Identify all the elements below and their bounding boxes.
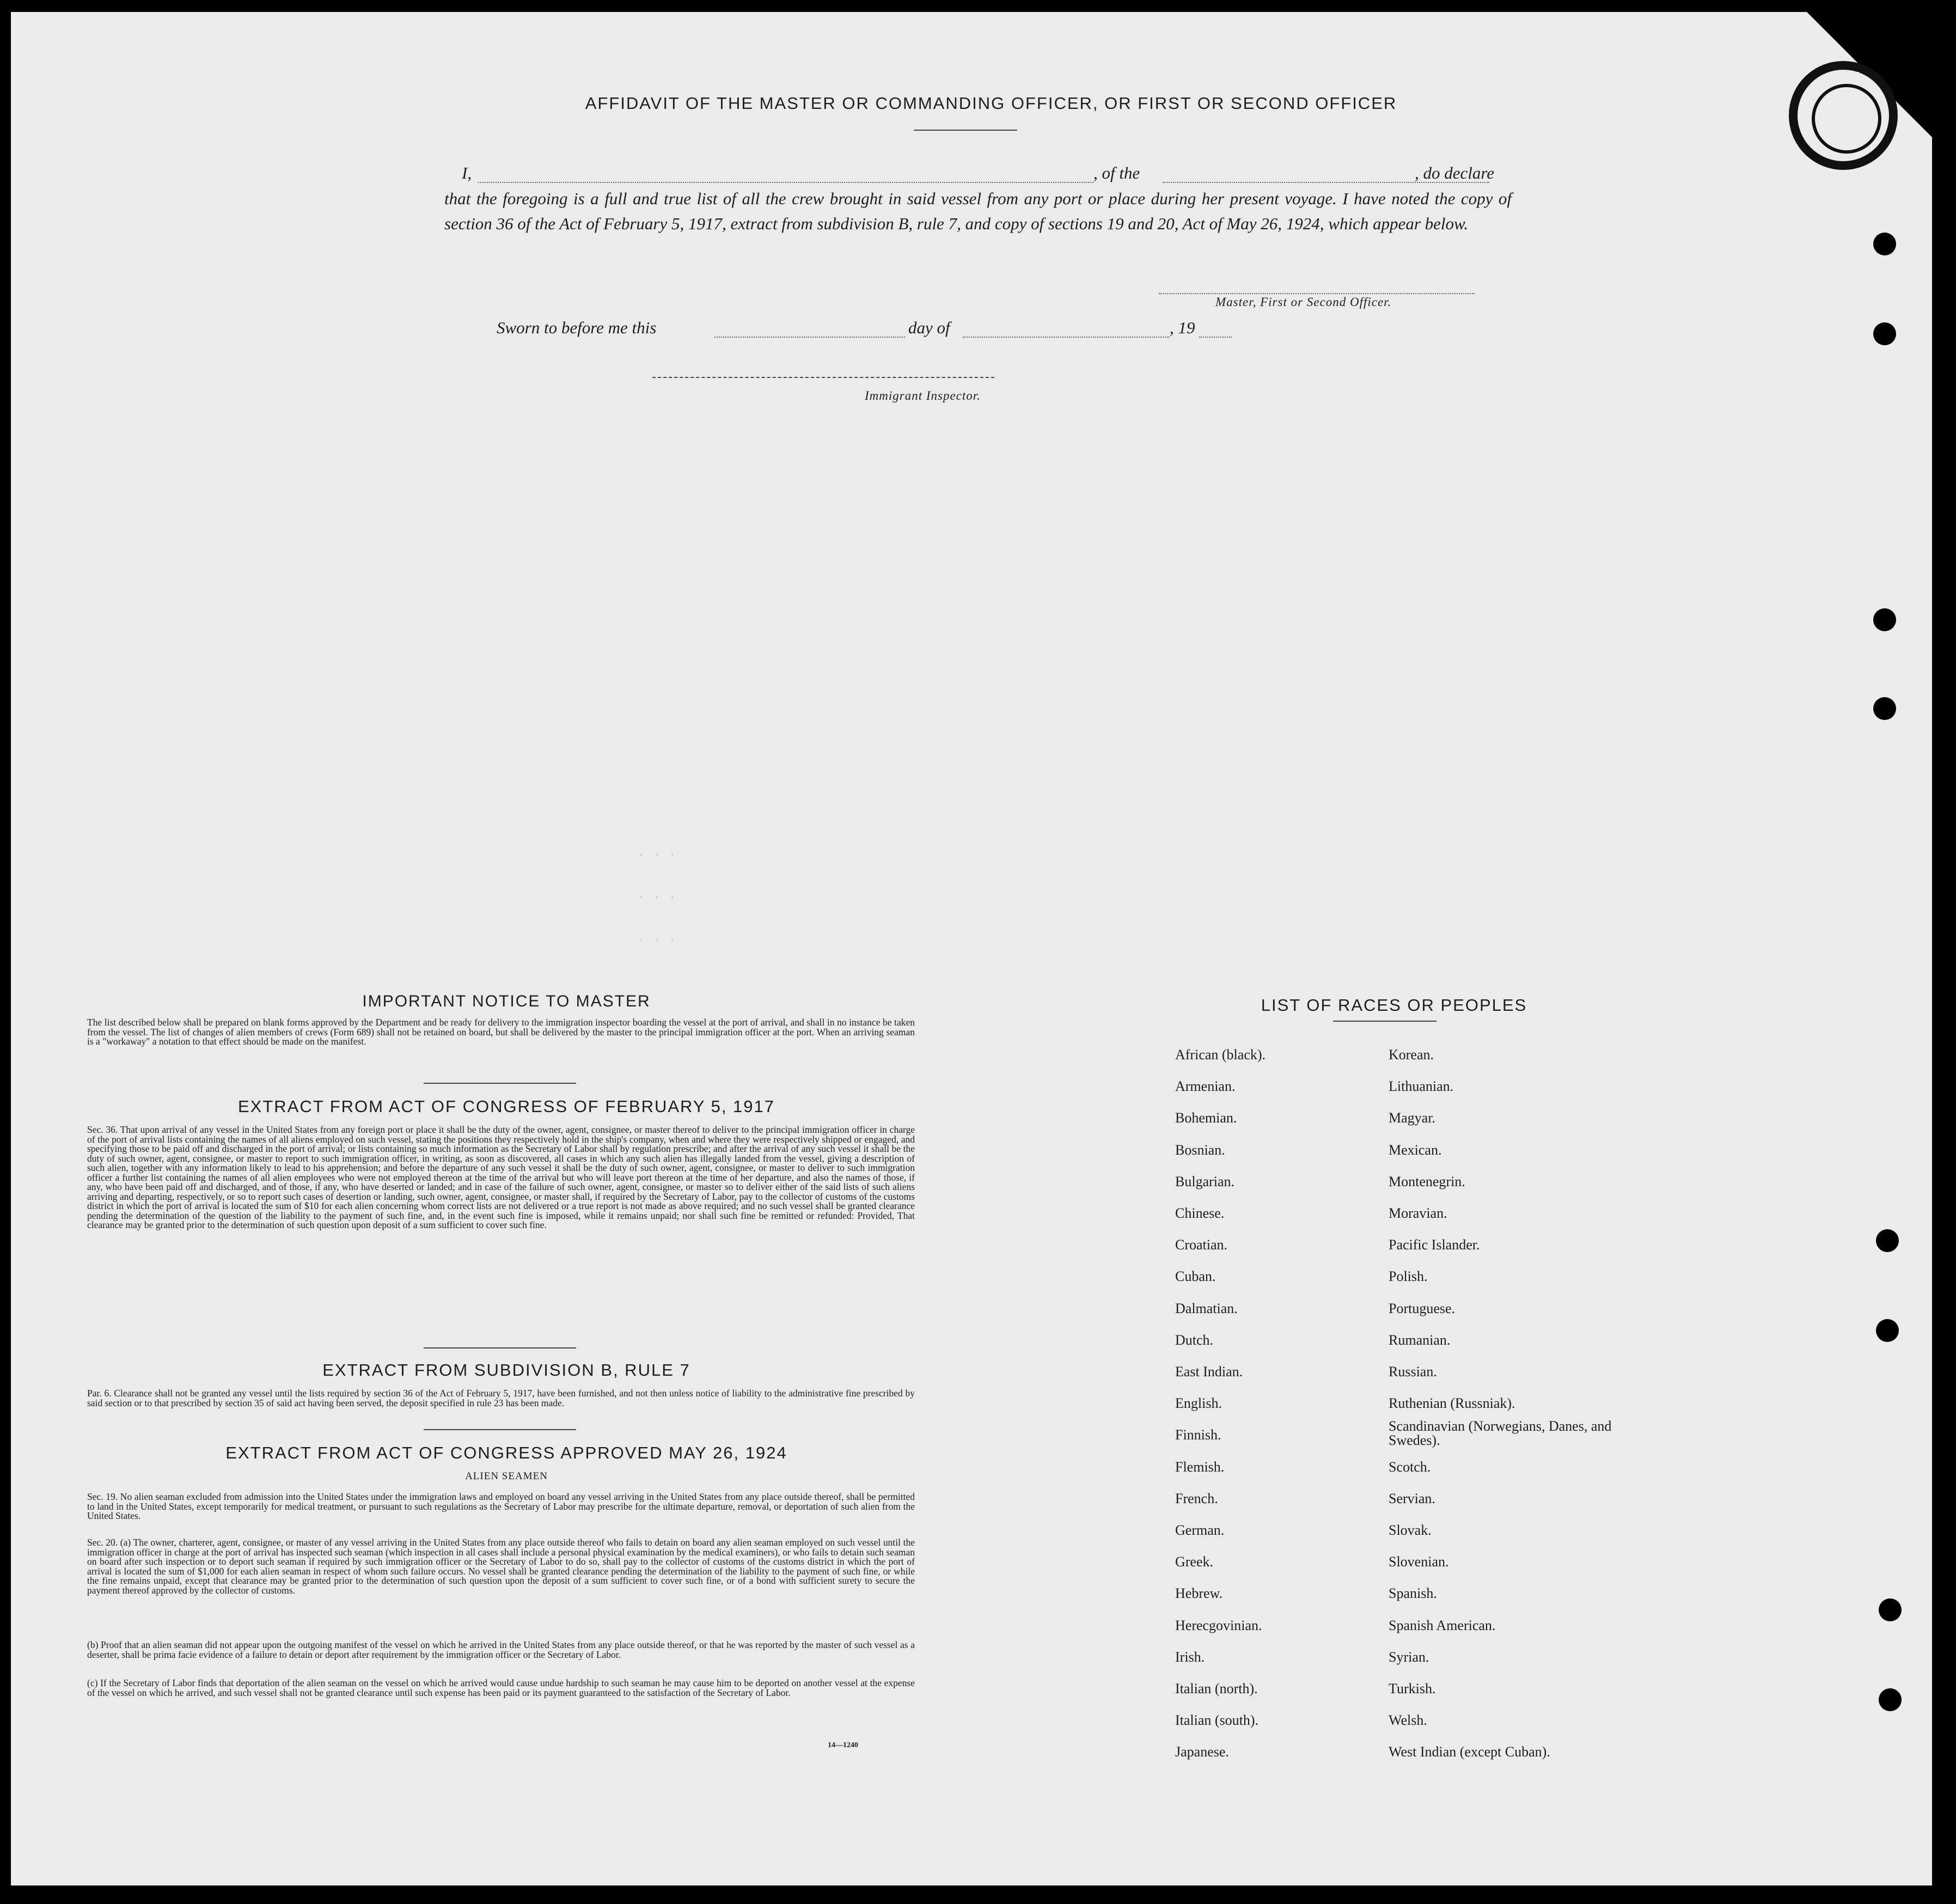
- race-item: Armenian.: [1175, 1078, 1236, 1095]
- race-item: Mexican.: [1389, 1142, 1442, 1158]
- race-item: Finnish.: [1175, 1427, 1221, 1443]
- divider: [424, 1429, 576, 1430]
- race-item: Slovenian.: [1389, 1554, 1449, 1570]
- race-item: Magyar.: [1389, 1110, 1435, 1126]
- race-item: Welsh.: [1389, 1712, 1427, 1729]
- punch-hole: [1873, 608, 1896, 631]
- race-item: Dalmatian.: [1175, 1300, 1238, 1316]
- sworn-label: Sworn to before me this: [497, 318, 657, 337]
- divider: [914, 130, 1017, 131]
- punch-hole: [1879, 1688, 1902, 1711]
- affidavit-statement: that the foregoing is a full and true list of all the crew brought in said vessel from any port or place during her present voyage. I have noted the copy of section 36 of the Act of February 5, 1917, extract from subdivision B, rule 7, and copy of sections 19 and 20, Act of May 26, 1924, which appear below.: [444, 189, 1512, 233]
- punch-hole: [1873, 233, 1896, 255]
- inspector-caption: Immigrant Inspector.: [865, 389, 981, 402]
- bleed-through-mark: . . .: [637, 845, 677, 860]
- race-item: East Indian.: [1175, 1364, 1243, 1380]
- race-item: Portuguese.: [1389, 1300, 1456, 1316]
- races-left-column: [1175, 1039, 1371, 1768]
- notice-title: IMPORTANT NOTICE TO MASTER: [362, 992, 651, 1010]
- race-item: Korean.: [1389, 1047, 1434, 1063]
- race-item: Moravian.: [1389, 1205, 1447, 1222]
- port-stamp-seal: ●●●: [1789, 61, 1898, 170]
- race-item: Italian (north).: [1175, 1681, 1258, 1697]
- race-item: Greek.: [1175, 1554, 1214, 1570]
- race-item: German.: [1175, 1522, 1225, 1539]
- bleed-through-mark: . . .: [637, 930, 677, 945]
- punch-hole: [1876, 1229, 1899, 1252]
- punch-hole: [1873, 322, 1896, 345]
- race-item: Scotch.: [1389, 1458, 1431, 1475]
- race-item: Spanish American.: [1389, 1617, 1496, 1633]
- race-item: Polish.: [1389, 1268, 1428, 1285]
- race-item: Bosnian.: [1175, 1142, 1225, 1158]
- sworn-year-field[interactable]: [1199, 337, 1232, 338]
- section-20b: (b) Proof that an alien seaman did not appear upon the outgoing manifest of the vessel on which he arrived in the United States from any place outside thereof, or that he was reported by the master of such vessel as a deserter, shall be prima facie evidence of a failure to detain or deport after requirement by the immigration officer or the Secretary of Labor.: [87, 1639, 915, 1660]
- name-field[interactable]: [478, 182, 1093, 183]
- sworn-day-field[interactable]: [714, 337, 905, 338]
- race-item: Pacific Islander.: [1389, 1237, 1480, 1253]
- day-of-label: day of: [908, 318, 950, 337]
- race-item: Japanese.: [1175, 1744, 1229, 1760]
- section-19: Sec. 19. No alien seaman excluded from admission into the United States under the immigration laws and employed on board any vessel arriving in the United States from any place outside thereof, shall be permitted to land in the United States, except temporarily for medical treatment, or pursuant to such regulations as the Secretary of Labor may prescribe for the ultimate departure, removal, or deportation of such alien from the United States.: [87, 1491, 915, 1521]
- race-item: Flemish.: [1175, 1458, 1225, 1475]
- sworn-month-field[interactable]: [963, 337, 1170, 338]
- extract-rule7-title: EXTRACT FROM SUBDIVISION B, RULE 7: [322, 1360, 690, 1380]
- divider: [424, 1083, 576, 1084]
- bleed-through-mark: . . .: [637, 888, 677, 902]
- race-item: Montenegrin.: [1389, 1173, 1465, 1189]
- race-item: Bulgarian.: [1175, 1173, 1235, 1189]
- section-20a: Sec. 20. (a) The owner, charterer, agent, consignee, or master of any vessel arriving in the United States from any place outside thereof who fails to detain on board any alien seaman employed on such vessel until the immigration officer in charge at the port of arrival has inspected such seaman (which inspection in all cases shall include a personal physical examination by the medical examiners), or who fails to detain such seaman on board after such inspection or to deport such seaman if required by such immigration officer or the Secretary of Labor to do so, shall pay to the collector of customs of the customs district in which the port of arrival is located the sum of $1,000 for each alien seaman in respect of whom such failure occurs. No vessel shall be granted clearance pending the determination of the liability to the payment of such fine, or while the fine remains unpaid, except that clearance may be granted prior to the determination of such question upon the deposit of a sum sufficient to cover such fine, or of a bond with sufficient surety to secure the payment thereof approved by the collector of customs.: [87, 1537, 915, 1596]
- races-title: LIST OF RACES OR PEOPLES: [1261, 996, 1527, 1015]
- extract-rule7-body: Par. 6. Clearance shall not be granted any vessel until the lists required by section 36 of the Act of February 5, 1917, have been furnished, and not then unless notice of liability to the administrative fine prescribed by said section or to that prescribed by section 35 of said act having been served, the deposit specified in rule 23 has been made.: [87, 1388, 915, 1408]
- master-signature-field[interactable]: [1159, 293, 1475, 294]
- race-item: Lithuanian.: [1389, 1078, 1454, 1095]
- race-item: Scandinavian (Norwegians, Danes, and Swedes).: [1389, 1418, 1612, 1449]
- race-item: Slovak.: [1389, 1522, 1432, 1539]
- race-item: Dutch.: [1175, 1332, 1214, 1348]
- race-item: West Indian (except Cuban).: [1389, 1744, 1550, 1760]
- race-item: Cuban.: [1175, 1268, 1216, 1285]
- race-item: Italian (south).: [1175, 1712, 1259, 1729]
- race-item: English.: [1175, 1395, 1222, 1412]
- race-item: Turkish.: [1389, 1681, 1436, 1697]
- races-right-column: [1389, 1039, 1617, 1768]
- race-item: Syrian.: [1389, 1649, 1429, 1665]
- punch-hole: [1876, 1319, 1899, 1342]
- extract-1917-body: Sec. 36. That upon arrival of any vessel in the United States from any foreign port or place it shall be the duty of the owner, agent, consignee, or master thereof to deliver to the principal immigration officer in charge of the port of arrival lists containing the names of all aliens employed on such vessel, stating the positions they respectively hold in the ship's company, when and where they were respectively shipped or engaged, and specifying those to be paid off and discharged in the port of arrival; or lists containing so much information as the Secretary of Labor shall by regulation prescribe; and after the arrival of any such vessel it shall be the duty of such owner, agent, consignee, or master to report to such immigration officer, in writing, as soon as discovered, all cases in which any such alien has illegally landed from the vessel, giving a description of such alien, together with any information likely to lead to his apprehension; and before the departure of any such vessel it shall be the duty of such owner, agent, consignee, or master to deliver to such immigration officer a further list containing the names of all alien employees who were not employed thereon at the time of the arrival but who will leave port thereon at the time of her departure, and also the names of those, if any, who have been paid off and discharged, and of those, if any, who have deserted or landed; and in case of the failure of such owner, agent, consignee, or master so to deliver either of the said lists of such aliens arriving and departing, respectively, or so to report such cases of desertion or landing, such owner, agent, consignee, or master shall, if required by the Secretary of Labor, pay to the collector of customs of the customs district in which the port of arrival is located the sum of $10 for each alien concerning whom correct lists are not delivered or a true report is not made as above required; and no such vessel shall be granted clearance pending the determination of the question of the liability to the payment of such fine, and, in the event such fine is imposed, while it remains unpaid; nor shall such fine be remitted or refunded: Provided, That clearance may be granted prior to the determination of such question upon deposit of a sum sufficient to cover such fine.: [87, 1124, 915, 1230]
- race-item: African (black).: [1175, 1047, 1266, 1063]
- divider: [424, 1347, 576, 1348]
- race-item: Servian.: [1389, 1490, 1435, 1506]
- inspector-signature-field[interactable]: [652, 377, 994, 378]
- race-item: Ruthenian (Russniak).: [1389, 1395, 1515, 1412]
- master-signature-caption: Master, First or Second Officer.: [1215, 295, 1392, 309]
- pronoun: I,: [462, 163, 472, 182]
- section-20c: (c) If the Secretary of Labor finds that deportation of the alien seaman on the vessel on which he arrived would cause undue hardship to such seaman he may cause him to be deported on another vessel at the expense of the vessel on which he arrived, and such vessel shall not be granted clearance until such expense has been paid or its payment guaranteed to the satisfaction of the Secretary of Labor.: [87, 1677, 915, 1698]
- punch-hole: [1879, 1598, 1902, 1621]
- punch-hole: [1873, 697, 1896, 720]
- extract-1924-title: EXTRACT FROM ACT OF CONGRESS APPROVED MAY 26, 1924: [225, 1443, 787, 1462]
- race-item: Herecgovinian.: [1175, 1617, 1262, 1633]
- do-declare-label: , do declare: [1415, 163, 1495, 182]
- divider: [1333, 1021, 1437, 1022]
- race-item: Chinese.: [1175, 1205, 1225, 1222]
- race-item: Russian.: [1389, 1364, 1437, 1380]
- race-item: Spanish.: [1389, 1585, 1437, 1602]
- race-item: Croatian.: [1175, 1237, 1228, 1253]
- extract-1917-title: EXTRACT FROM ACT OF CONGRESS OF FEBRUARY 5, 1917: [237, 1097, 775, 1116]
- race-item: Rumanian.: [1389, 1332, 1451, 1348]
- year-label: , 19: [1170, 318, 1195, 337]
- notice-body: The list described below shall be prepared on blank forms approved by the Department and be ready for delivery to the immigration inspector boarding the vessel at the port of arrival, and shall in no instance be taken from the vessel. The list of changes of alien members of crews (Form 689) shall not be retained on board, but shall be delivered by the master to the principal immigration officer at the port. When an arriving seaman is a "workaway" a notation to that effect should be made on the manifest.: [87, 1017, 915, 1047]
- affidavit-title: AFFIDAVIT OF THE MASTER OR COMMANDING OFFICER, OR FIRST OR SECOND OFFICER: [585, 94, 1397, 113]
- race-item: Bohemian.: [1175, 1110, 1237, 1126]
- race-item: Irish.: [1175, 1649, 1205, 1665]
- affidavit-line-1: [462, 163, 1513, 187]
- form-number: 14—1240: [828, 1741, 858, 1749]
- sworn-line: [497, 318, 1259, 342]
- document-page: [11, 12, 1932, 1885]
- of-the-label: , of the: [1093, 163, 1140, 182]
- alien-seamen-subtitle: ALIEN SEAMEN: [465, 1470, 548, 1482]
- race-item: Hebrew.: [1175, 1585, 1223, 1602]
- race-item: French.: [1175, 1490, 1218, 1506]
